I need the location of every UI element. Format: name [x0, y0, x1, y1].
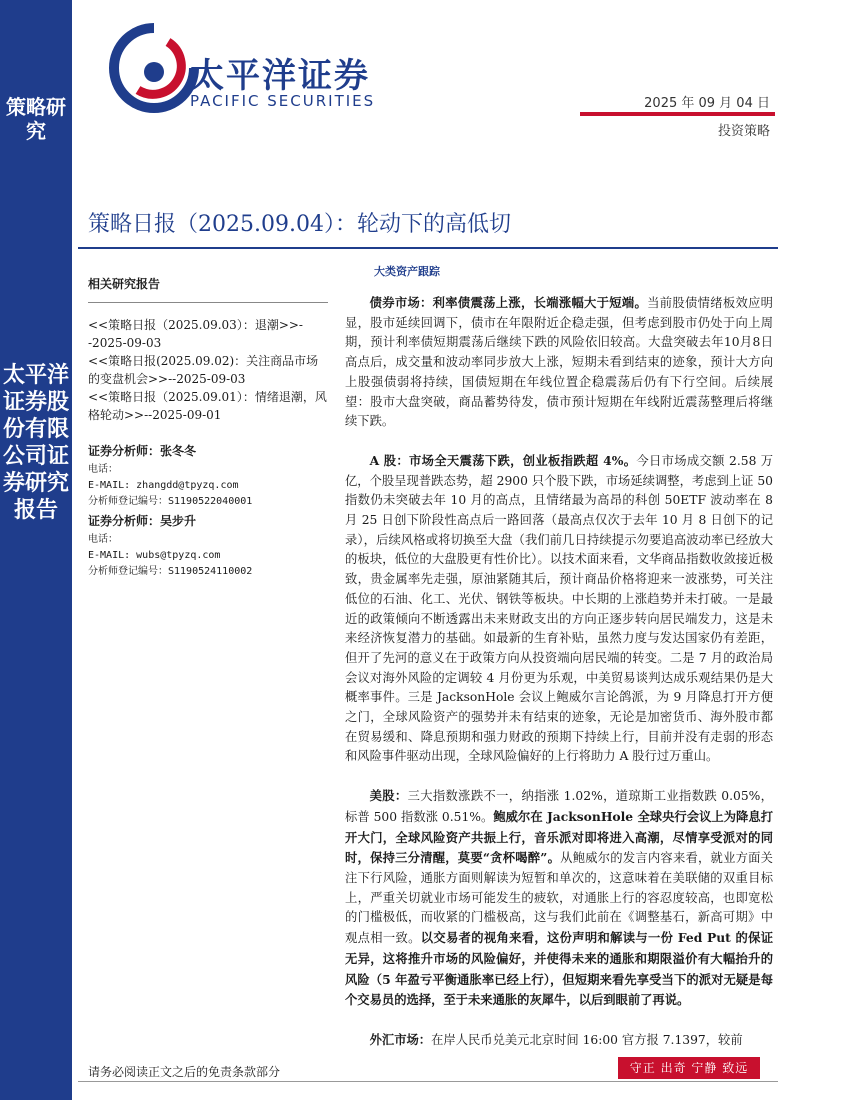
section-heading: 大类资产跟踪 — [374, 265, 440, 278]
analyst-card — [88, 442, 328, 510]
analyst-email[interactable]: E-MAIL: wubs@tpyzq.com — [88, 550, 221, 561]
title-divider — [78, 247, 778, 249]
footer-motto-badge: 守正 出奇 宁静 致远 — [618, 1057, 760, 1079]
brand-name-cn: 太平洋证券 — [190, 56, 370, 96]
related-divider — [88, 302, 328, 303]
related-reports-heading: 相关研究报告 — [88, 277, 161, 291]
sidebar-company-text: 太平洋证券股份有限公司证券研究报告 — [2, 363, 69, 523]
us-stock-text: 从鲍威尔的发言内容来看，就业方面关注下行风险，通胀方面则解读为短暂和单次的，这意味着在美联储的双重目标上，严重关切就业市场可能发生的疲软，对通胀上行的容忍度较高，也即宽松的门槛极低，而收紧的门槛极高，这与我们此前在《调整基石，新高可期》中观点相一致。 — [345, 851, 773, 946]
related-report-link[interactable]: <<策略日报（2025.09.03）：退潮>>--2025-09-03 — [88, 318, 303, 350]
analyst-registration: 分析师登记编号：S1190522040001 — [88, 496, 253, 507]
a-share-lead: A 股：市场全天震荡下跌，创业板指跌超 4%。 — [369, 452, 637, 468]
footer-disclaimer: 请务必阅读正文之后的免责条款部分 — [88, 1065, 281, 1079]
a-share-text: 今日市场成交额 2.58 万亿，个股呈现普跌态势，超 2900 只个股下跌，市场延续调整，考虑到上证 50 指数仍未突破去年 10 月的高点，且情绪最为高昂的科创 50ETF 波动率在 8 月 25 日创下阶段性高点后一路回落（最高点仅次于去年 10 月 8 日创下的记录），后续风格或将切换至大盘（我们前几日持续提示勿要追高波动率已经放大的板块，低位的大盘股更有性价比）。以技术面来看，文华商品指数收敛接近极致，贵金属率先走强，原油紧随其后，预计商品价格将迎来一波涨势，可关注低位的石油、化工、光伏、钢铁等板块。中长期的上涨趋势并未打破。一是最近的政策倾向不断透露出未来财政支出的方向正逐步转向居民端发力，这是未来经济恢复潜力的基础。如最新的生育补贴，虽然力度与发达国家仍有差距，但开了先河的意义在于政策方向从投资端向居民端的转变。二是 7 月的政治局会议对海外风险的定调较 4 月份更为乐观，中美贸易谈判达成乐观结果仍是大概率事件。三是 JacksonHole 会议上鲍威尔言论鸽派，为 9 月降息打开方便之门，全球风险资产的强势并未有结束的迹象，无论是加密货币、海外股市都在贸易缓和、降息预期和强力财政的预期下持续上行，目前并没有走弱的形态和风险事件驱动出现，全球风险偏好的上行将助力 A 股行过万重山。 — [345, 453, 773, 764]
analyst-registration: 分析师登记编号：S1190524110002 — [88, 566, 253, 577]
footer-divider — [78, 1081, 778, 1082]
bond-market-text: 当前股债情绪板效应明显，股市延续回调下，债市在年限附近企稳走强，但考虑到股市仍处于向上周期，预计利率债短期震荡后继续下跌的风险依旧较高。大盘突破去年10月8日高点后，成交量和波动率同步放大上涨，短期未看到结束的迹象，预计大方向上股强债弱将持续，国债短期在年线位置企稳震荡后仍有下行空间。后续展望：股市大盘突破，商品蓄势待发，债市预计短期在年线附近震荡整理后将继续下跌。 — [345, 296, 773, 429]
us-stock-highlight: 以交易者的视角来看，这份声明和解读与一份 Fed Put 的保证无异，这将推升市场的风险偏好，并使得未来的通胀和期限溢价有大幅抬升的风险（5 年盈亏平衡通胀率已经上行），但短期来看先享受当下的派对无疑是每个交易员的选择，至于未来通胀的灰犀牛，以后到眼前了再说。 — [345, 930, 773, 1008]
a-share-paragraph — [345, 451, 773, 767]
date-underline — [580, 112, 775, 116]
analyst-card — [88, 512, 328, 580]
us-stock-text: 三大指数涨跌不一，纳指涨 1.02%，道琼斯工业指数跌 0.05%，标普 500 指数涨 0.51%。 — [345, 789, 773, 824]
report-category: 投资策略 — [717, 124, 770, 139]
fx-market-paragraph — [345, 1030, 773, 1051]
main-body — [345, 293, 773, 1070]
us-stock-highlight: 鲍威尔在 JacksonHole 全球央行会议上为降息打开大门，全球风险资产共振上行，音乐派对即将进入高潮，尽情享受派对的同时，保持三分清醒，莫要“贪杯喝醉”。 — [345, 808, 773, 866]
left-sidebar — [0, 0, 72, 1100]
analyst-email[interactable]: E-MAIL: zhangdd@tpyzq.com — [88, 480, 239, 491]
related-report-link[interactable]: <<策略日报(2025.09.02)：关注商品市场的变盘机会>>--2025-09-03 — [88, 354, 319, 386]
us-stock-lead: 美股： — [369, 788, 408, 804]
bond-market-lead: 债券市场：利率债震荡上涨，长端涨幅大于短端。 — [369, 295, 648, 310]
brand-name-en: PACIFIC SECURITIES — [190, 92, 376, 110]
analyst-name: 证券分析师：张冬冬 — [88, 444, 197, 458]
report-date: 2025 年 09 月 04 日 — [644, 96, 770, 111]
analyst-name: 证券分析师：吴步升 — [88, 514, 197, 528]
related-report-link[interactable]: <<策略日报（2025.09.01）：情绪退潮，风格轮动>>--2025-09-01 — [88, 390, 327, 422]
bond-market-paragraph — [345, 293, 773, 432]
fx-market-lead: 外汇市场： — [369, 1031, 432, 1047]
us-stock-paragraph — [345, 786, 773, 1011]
report-title: 策略日报（2025.09.04）：轮动下的高低切 — [88, 212, 511, 237]
analyst-phone: 电话： — [88, 534, 118, 545]
sidebar-category-text: 策略研究 — [6, 95, 66, 143]
analyst-phone: 电话： — [88, 464, 118, 475]
fx-market-text: 在岸人民币兑美元北京时间 16:00 官方报 7.1397，较前 — [431, 1032, 743, 1047]
left-column — [88, 275, 328, 580]
pacific-securities-logo-icon — [108, 22, 200, 114]
